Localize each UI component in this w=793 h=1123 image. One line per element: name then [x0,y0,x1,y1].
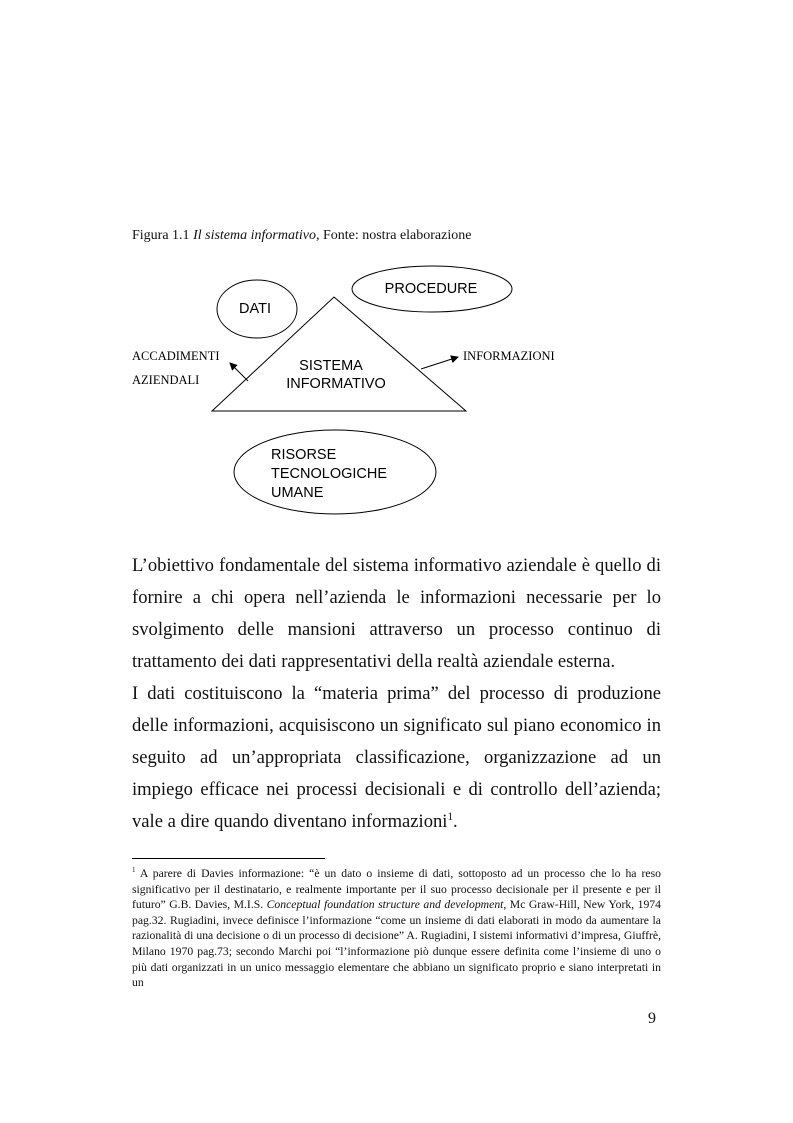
body-text [132,550,661,838]
figure-caption [132,228,471,244]
paragraph-2-end: . [453,811,458,832]
caption-suffix: , Fonte: nostra elaborazione [315,228,472,243]
footnote-reference[interactable]: 1 [447,810,454,823]
paragraph-2-text: I dati costituiscono la “materia prima” del processo di produzione delle informazioni, acquisiscono un significato sul piano economico in seguito ad un’appropriata classificazione, organizzazione ad un impiego efficace nei processi decisionali e di controllo dell’azienda; vale a dire quando diventano informazioni [132,683,661,832]
risorse-label-line3: UMANE [271,485,324,501]
footnote-text-part2: , Mc Graw-Hill, New York, 1974 pag.32. Rugiadini, invece definisce l’informazione “come un insieme di dati elaborati in modo da aumentare la razionalità di una decisione o di un processo di decisione” A. Rugiadini, I sistemi informativi d’impresa, Giuffrè, Milano 1970 pag.73; secondo Marchi poi “l’informazione piò dunque essere definita come l’insieme di uno o più dati organizzati in un unico messaggio elementare che abbiano un significato proprio e siano interpretati in un [132,898,661,990]
dati-label: DATI [239,301,271,317]
footnote-italic-title: Conceptual foundation structure and development [266,898,504,912]
caption-prefix: Figura 1.1 [132,228,194,243]
left-arrow [230,363,248,381]
information-system-diagram [0,265,793,525]
right-label: INFORMAZIONI [463,349,555,363]
footnote-mark: 1 [132,866,136,875]
paragraph-1: L’obiettivo fondamentale del sistema informativo aziendale è quello di fornire a chi opera nell’azienda le informazioni necessarie per lo svolgimento delle mansioni attraverso un processo continuo di trattamento dei dati rappresentativi della realtà aziendale esterna. [132,555,661,672]
system-label-line2: INFORMATIVO [286,376,386,392]
footnote-text-part1: A parere di Davies informazione: “è un dato o insieme di dati, sottoposto ad un processo che lo ha reso significativo per il destinatario, e realmente importante per il suo processo decisionale per il presente e per il futuro” G.B. Davies, M.I.S. [132,867,661,912]
system-label-line1: SISTEMA [299,358,363,374]
footnote [132,866,661,991]
left-label-line1: ACCADIMENTI [132,349,220,363]
caption-title: Il sistema informativo [193,228,316,243]
risorse-label-line1: RISORSE [271,447,337,463]
left-label-line2: AZIENDALI [132,373,200,387]
procedure-label: PROCEDURE [384,281,478,297]
risorse-label-line2: TECNOLOGICHE [271,466,388,482]
footnote-separator [132,858,325,859]
paragraph-2 [132,678,661,838]
right-arrow [421,357,458,369]
page-number: 9 [648,1010,656,1027]
